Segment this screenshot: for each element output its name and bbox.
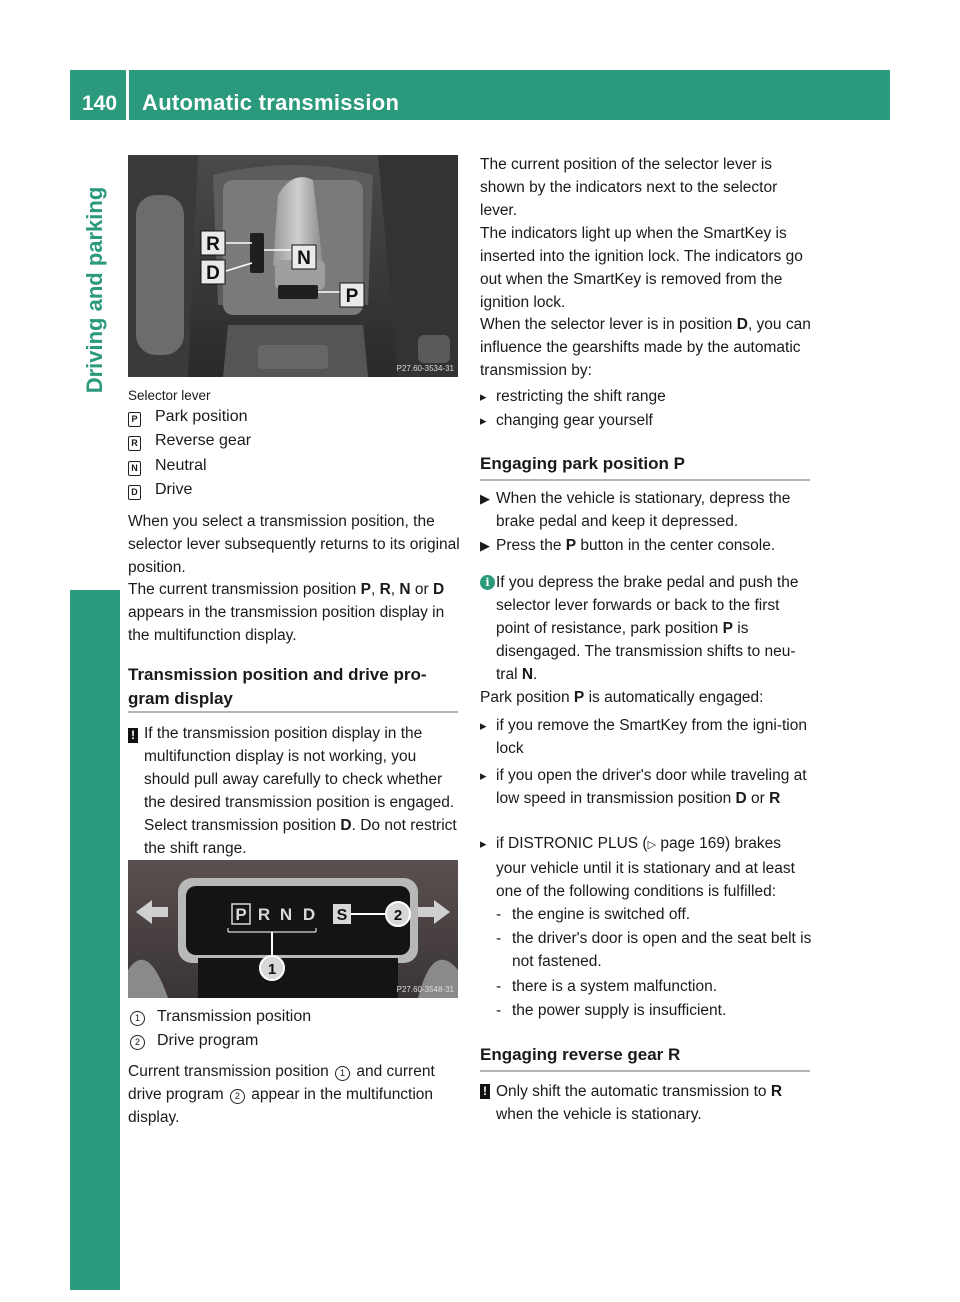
bullet-icon: ▸ (480, 389, 487, 404)
legend1-item-drive (128, 481, 192, 500)
display-letter-r: R (257, 905, 271, 924)
heading-rule (480, 1070, 810, 1072)
left-para1: When you select a transmission position, the selector lever subsequently returns to its original position. (128, 513, 460, 576)
legend2-item-1 (128, 1008, 311, 1026)
number-2-icon: 2 (130, 1035, 145, 1050)
selector-lever-figure (128, 155, 458, 377)
side-tab-label: Driving and parking (82, 186, 107, 394)
display-letter-d: D (302, 905, 316, 924)
right-para3: When the selector lever is in position D, you can influence the gearshifts made by the automatic transmission by: (480, 316, 811, 379)
section-heading-park: Engaging park position P (480, 454, 685, 473)
section-heading-reverse: Engaging reverse gear R (480, 1045, 681, 1064)
legend1-label: Drive (155, 481, 193, 498)
legend2-label: Transmission position (157, 1008, 312, 1025)
bullet-icon: ▸ (480, 413, 487, 428)
left-para3: Current transmission position 1 and current drive program 2 appear in the multifunction display. (128, 1063, 435, 1126)
selector-lever-photo (128, 155, 458, 377)
legend1-label: Neutral (155, 457, 207, 474)
figure2-code: P27.60-3548-31 (396, 985, 454, 994)
legend2-item-2 (128, 1032, 258, 1050)
callout-2: 2 (393, 907, 403, 924)
figure1-code: P27.60-3534-31 (396, 364, 454, 373)
left-para2: The current transmission position P, R, N or D appears in the transmission position display in the multifunction display. (128, 581, 445, 644)
info-icon: i (480, 575, 495, 590)
legend1-item-park (128, 408, 248, 427)
figure1-label-r: R (206, 234, 220, 255)
figure1-label-n: N (297, 248, 311, 269)
bullet-icon: ▸ (480, 836, 487, 851)
right-para2: The indicators light up when the SmartKey is inserted into the ignition lock. The indicators go out when the SmartKey is removed from the ignition lock. (480, 225, 803, 311)
warning-icon: ! (128, 728, 138, 743)
legend1-item-reverse (128, 432, 251, 451)
heading-rule (480, 479, 810, 481)
neutral-icon: N (128, 461, 141, 476)
step-arrow-icon: ▶ (480, 538, 490, 553)
number-1-icon: 1 (335, 1066, 350, 1081)
warning-icon: ! (480, 1084, 490, 1099)
reverse-gear-icon: R (128, 436, 141, 451)
display-letter-n: N (279, 905, 293, 924)
page-header (70, 70, 890, 120)
right-para1: The current position of the selector lever is shown by the indicators next to the selector lever. (480, 156, 778, 219)
header-divider (126, 70, 129, 120)
drive-icon: D (128, 485, 141, 500)
callout-1: 1 (267, 961, 277, 978)
park-position-icon: P (128, 412, 141, 427)
step-arrow-icon: ▶ (480, 491, 490, 506)
figure1-caption: Selector lever (128, 388, 211, 403)
page-title: Automatic transmission (142, 90, 400, 115)
page-number: 140 (82, 92, 118, 115)
number-2-icon: 2 (230, 1089, 245, 1104)
legend2-label: Drive program (157, 1032, 259, 1049)
transmission-display-photo (128, 860, 458, 998)
left-warning: ! If the transmission position display in the multifunction display is not working, you should pull away carefully to check whether the desired transmission position is engaged. Select transmission position D. Do not restrict the shift range. (128, 722, 460, 745)
legend1-label: Park position (155, 408, 248, 425)
page-ref-arrow-icon: ▷ (647, 839, 657, 851)
figure1-label-d: D (206, 263, 220, 284)
bullet-icon: ▸ (480, 718, 487, 733)
figure1-label-p: P (345, 286, 359, 307)
bullet-icon: ▸ (480, 768, 487, 783)
number-1-icon: 1 (130, 1011, 145, 1026)
right-para4: Park position P is automatically engaged: (480, 689, 764, 706)
legend1-label: Reverse gear (155, 432, 252, 449)
display-letter-p: P (235, 905, 247, 924)
section-heading-transmission-display: Transmission position and drive pro-gram display (128, 665, 427, 708)
heading-rule (128, 711, 458, 713)
legend1-item-neutral (128, 457, 207, 476)
display-drive-program: S (336, 907, 348, 924)
transmission-display-figure (128, 860, 458, 998)
